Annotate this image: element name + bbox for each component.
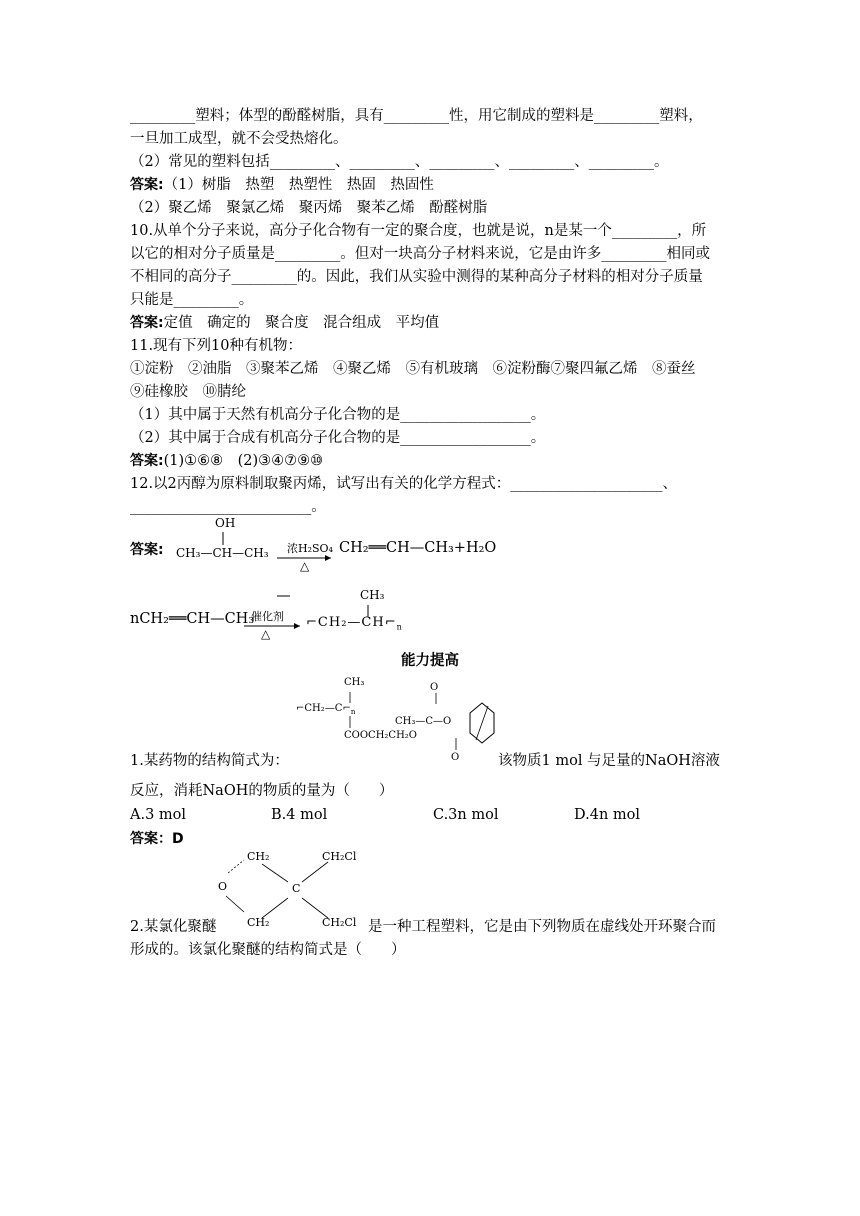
r2-product-ch3: CH₃ (360, 588, 385, 602)
q11-line1: 11.现有下列10种有机物： (130, 338, 303, 354)
q10-line3: 不相同的高分子_________的。因此，我们从实验中测得的某种高分子材料的相对分子质量 (130, 269, 703, 285)
p2-o: O (218, 880, 228, 893)
p1-o-top: O (430, 682, 439, 693)
answer-label: 答案: (130, 453, 164, 469)
r2-product: $⌐CH_2—CH⌐_n$ (306, 615, 403, 632)
answer-text: D (172, 831, 184, 847)
q9-answer2: （2）聚乙烯 聚氯乙烯 聚丙烯 聚苯乙烯 酚醛树脂 (130, 200, 488, 216)
p1-stem-start: 1.某药物的结构简式为： (130, 753, 289, 769)
q10-line4: 只能是_________。 (130, 292, 254, 308)
q12-line1: 12.以2丙醇为原料制取聚丙烯，试写出有关的化学方程式：_____________________、 (130, 476, 678, 492)
q9-line1: _________塑料；体型的酚醛树脂，具有_________性，用它制成的塑料是_________塑料， (130, 108, 703, 124)
q12-line2: _________________________。 (130, 499, 326, 515)
q10-line1: 10.从单个分子来说，高分子化合物有一定的聚合度，也就是说，n是某一个_________，所 (130, 223, 707, 239)
p2-ch2cl-top: CH₂Cl (322, 850, 357, 863)
p2-c: C (292, 882, 301, 895)
option-b: B.4 mol (271, 807, 328, 823)
p2-line2: 形成的。该氯化聚醚的结构简式是（ ） (130, 942, 406, 958)
p1-o-bot: O (451, 752, 460, 763)
q11-sub1: （1）其中属于天然有机高分子化合物的是__________________。 (130, 407, 546, 423)
p2-stem-end: 是一种工程塑料，它是由下列物质在虚线处开环聚合而 (368, 919, 716, 935)
p2-ch2-top: CH₂ (247, 850, 270, 863)
r1-reactant: CH₃—CH—CH₃ (176, 546, 269, 560)
q9-line3: （2）常见的塑料包括_________、_________、_________、_________、_________。 (130, 154, 669, 170)
bracket-right-icon: ⌐ (384, 615, 397, 630)
answer-text: （1）树脂 热塑 热塑性 热固 热固性 (163, 177, 434, 193)
r1-product: CH₂══CH—CH₃+H₂O (339, 540, 497, 556)
q11-line3: ⑨硅橡胶 ⑩腈纶 (130, 384, 246, 400)
r1-condition-top: 浓H₂SO₄ (287, 542, 333, 555)
q10-line2: 以它的相对分子质量是_________。但对一块高分子材料来说，它是由许多_________相同或 (130, 246, 710, 262)
r2-condition-top: 催化剂 (251, 610, 284, 623)
r2-reactant: nCH₂══CH—CH₃ (130, 611, 255, 627)
p1-line2: 反应，消耗NaOH的物质的量为（ ） (130, 783, 394, 799)
option-c: C.3n mol (433, 807, 499, 823)
answer-label: 答案： (130, 831, 172, 847)
r1-condition-bottom: △ (300, 559, 310, 573)
answer-label: 答案: (130, 177, 164, 193)
option-a: A.3 mol (130, 807, 187, 823)
q11-line2: ①淀粉 ②油脂 ③聚苯乙烯 ④聚乙烯 ⑤有机玻璃 ⑥淀粉酶⑦聚四氟乙烯 ⑧蚕丝 (130, 361, 696, 377)
p1-ch3-2: CH₃—C—O (395, 716, 452, 727)
bracket-icon: ⌐ (296, 703, 305, 714)
q12-answer-label: 答案: (130, 542, 164, 558)
p1-stem-end: 该物质1 mol 与足量的NaOH溶液 (498, 753, 720, 769)
q9-line2: 一旦加工成型，就不会受热熔化。 (130, 131, 348, 147)
p2-stem-start: 2.某氯化聚醚 (130, 919, 217, 935)
answer-label: 答案: (130, 315, 164, 331)
r2-condition-bottom: △ (261, 627, 271, 641)
q11-sub2: （2）其中属于合成有机高分子化合物的是__________________。 (130, 430, 546, 446)
oh-label: OH (215, 516, 236, 530)
answer-text: 定值 确定的 聚合度 混合组成 平均值 (163, 315, 440, 331)
p2-ch2-bot: CH₂ (247, 916, 270, 929)
section-title: 能力提高 (401, 653, 459, 669)
p1-chain: $⌐CH_2—C⌐_n$ (296, 703, 356, 716)
p1-ch3: CH₃ (344, 677, 365, 688)
option-d: D.4n mol (574, 807, 641, 823)
bracket-left-icon: ⌐ (306, 615, 318, 630)
p1-ester: COOCH₂CH₂O (344, 730, 418, 741)
p2-ch2cl-bot: CH₂Cl (322, 916, 357, 929)
answer-text: (1)①⑥⑧ (2)③④⑦⑨⑩ (163, 453, 324, 469)
